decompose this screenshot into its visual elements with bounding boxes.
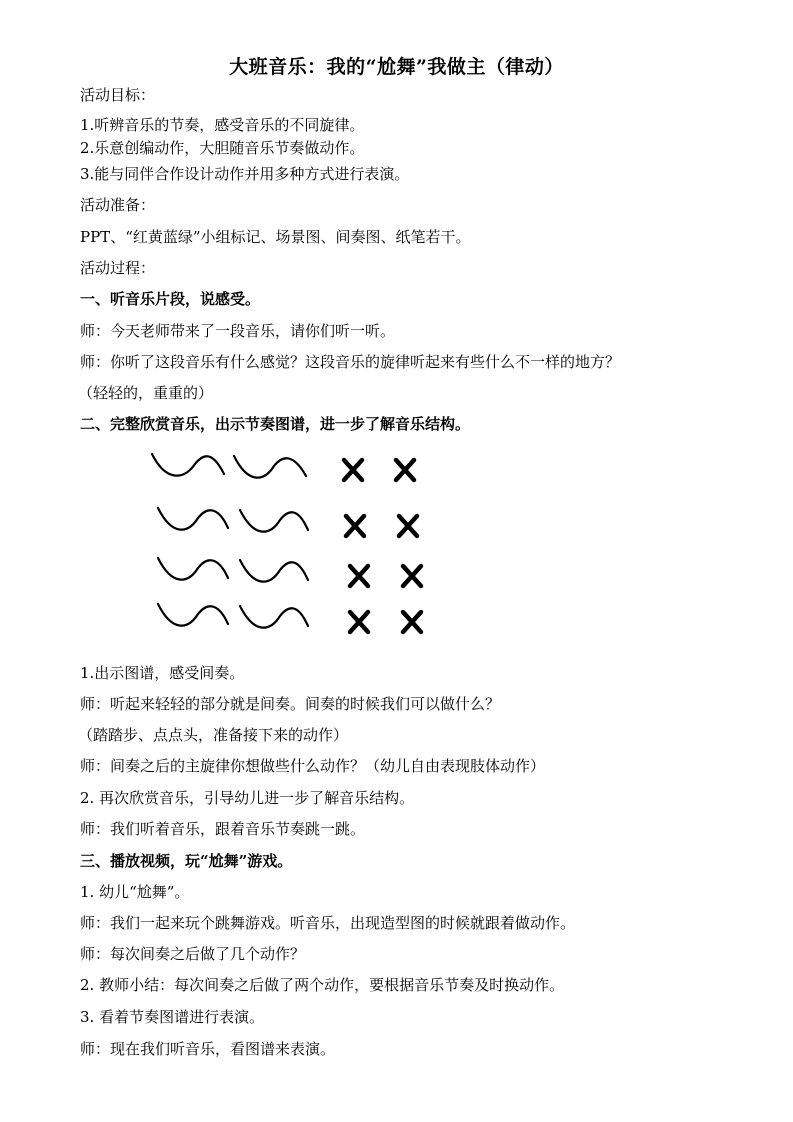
- cross-mark: [350, 612, 368, 632]
- wave-mark: [234, 456, 306, 478]
- sub-step: 2. 教师小结：每次间奏之后做了两个动作，要根据音乐节奏及时换动作。: [80, 976, 565, 994]
- wave-mark: [158, 508, 228, 530]
- dialogue-line: 师：你听了这段音乐有什么感觉？这段音乐的旋律听起来有些什么不一样的地方？: [80, 353, 621, 371]
- step-heading-3: 三、播放视频，玩“尬舞”游戏。: [80, 852, 293, 870]
- answer-note: （轻轻的，重重的）: [78, 384, 214, 402]
- rhythm-chart: [140, 442, 440, 647]
- dialogue-line: 师：间奏之后的主旋律你想做些什么动作？（幼儿自由表现肢体动作）: [80, 757, 546, 775]
- step-heading-2: 二、完整欣赏音乐，出示节奏图谱，进一步了解音乐结构。: [80, 415, 471, 433]
- wave-mark: [152, 454, 224, 476]
- step-heading-1: 一、听音乐片段，说感受。: [80, 290, 261, 308]
- wave-mark: [240, 560, 308, 582]
- preparation-text: PPT、“红黄蓝绿”小组标记、场景图、间奏图、纸笔若干。: [80, 228, 471, 246]
- goal-item-2: 2.乐意创编动作，大胆随音乐节奏做动作。: [80, 139, 365, 157]
- section-label-process: 活动过程：: [80, 259, 156, 277]
- dialogue-line: 师：我们一起来玩个跳舞游戏。听音乐，出现造型图的时候就跟着做动作。: [80, 914, 576, 932]
- goal-item-3: 3.能与同伴合作设计动作并用多种方式进行表演。: [80, 165, 410, 183]
- sub-step: 1.出示图谱，感受间奏。: [80, 664, 245, 682]
- wave-mark: [158, 558, 228, 580]
- sub-step: 1. 幼儿“尬舞”。: [80, 883, 190, 901]
- dialogue-line: 师：每次间奏之后做了几个动作？: [80, 945, 306, 963]
- section-label-goals: 活动目标：: [80, 86, 156, 104]
- cross-mark: [350, 566, 368, 586]
- cross-mark: [346, 516, 364, 536]
- answer-note: （踏踏步、点点头，准备接下来的动作）: [78, 726, 349, 744]
- dialogue-line: 师：我们听着音乐，跟着音乐节奏跳一跳。: [80, 820, 366, 838]
- goal-item-1: 1.听辨音乐的节奏，感受音乐的不同旋律。: [80, 116, 365, 134]
- wave-mark: [158, 604, 228, 626]
- wave-mark: [240, 606, 308, 628]
- dialogue-line: 师：听起来轻轻的部分就是间奏。间奏的时候我们可以做什么？: [80, 695, 501, 713]
- cross-mark: [396, 460, 414, 480]
- cross-mark: [403, 566, 421, 586]
- cross-mark: [399, 516, 417, 536]
- page-title: 大班音乐：我的“尬舞”我做主（律动）: [229, 56, 564, 78]
- wave-mark: [240, 510, 308, 532]
- dialogue-line: 师：今天老师带来了一段音乐，请你们听一听。: [80, 322, 396, 340]
- cross-mark: [403, 612, 421, 632]
- sub-step: 2. 再次欣赏音乐，引导幼儿进一步了解音乐结构。: [80, 789, 415, 807]
- cross-mark: [344, 460, 362, 480]
- sub-step: 3. 看着节奏图谱进行表演。: [80, 1008, 265, 1026]
- dialogue-line: 师：现在我们听音乐，看图谱来表演。: [80, 1040, 336, 1058]
- section-label-preparation: 活动准备：: [80, 196, 156, 214]
